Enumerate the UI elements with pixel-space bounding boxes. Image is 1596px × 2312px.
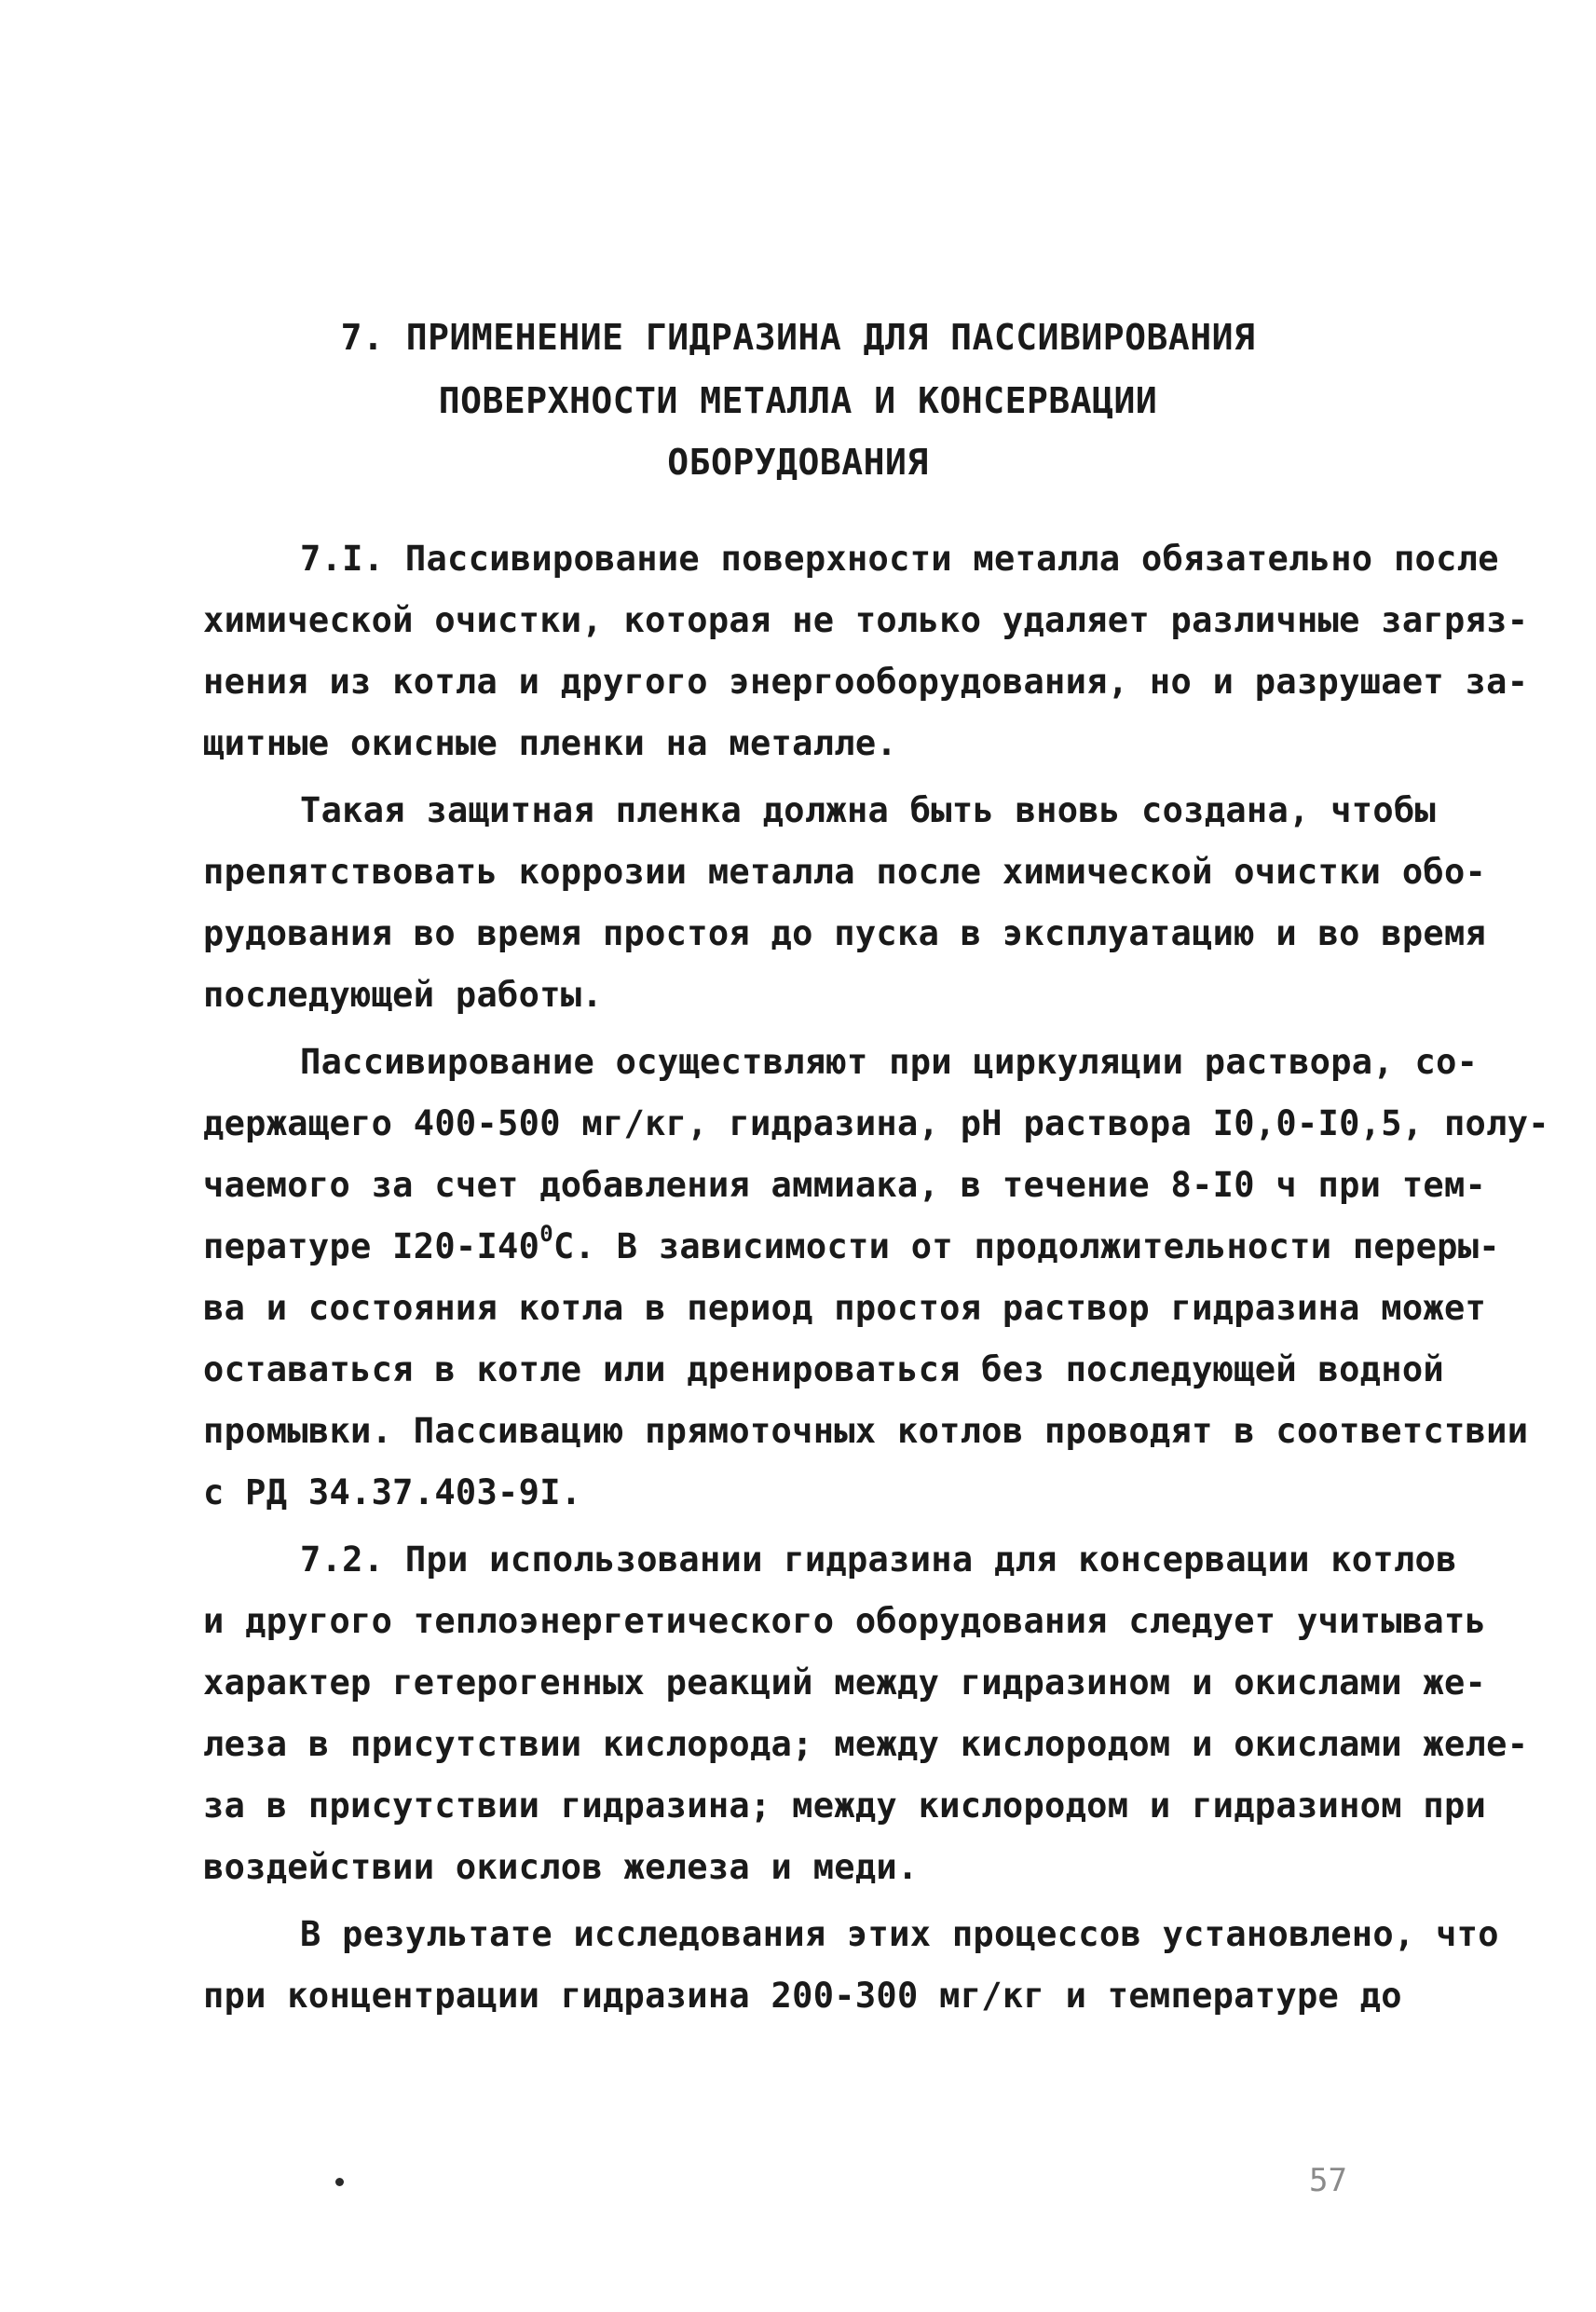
paragraph-3-line-3: чаемого за счет добавления аммиака, в течение 8-I0 ч при тем-: [203, 1165, 1487, 1205]
paragraph-2-line-1: Такая защитная пленка должна быть вновь создана, чтобы: [300, 790, 1437, 830]
paragraph-7-1-line-4: щитные окисные пленки на металле.: [203, 723, 898, 763]
paragraph-2-line-3: рудования во время простоя до пуска в эксплуатацию и во время: [203, 913, 1487, 953]
paragraph-3-line-6: оставаться в котле или дренироваться без последующей водной: [203, 1349, 1444, 1389]
paragraph-2-line-2: препятствовать коррозии металла после химической очистки обо-: [203, 852, 1487, 892]
paragraph-7-2-line-3: характер гетерогенных реакций между гидразином и окислами же-: [203, 1662, 1487, 1703]
paragraph-7-1-line-3: нения из котла и другого энергооборудования, но и разрушает за-: [203, 662, 1529, 702]
paragraph-7-2-line-5: за в присутствии гидразина; между кислородом и гидразином при: [203, 1785, 1487, 1826]
paragraph-3-line-4: [203, 1221, 1500, 1266]
paragraph-7-2-line-1: 7.2. При использовании гидразина для консервации котлов: [300, 1539, 1457, 1580]
paragraph-2-line-4: последующей работы.: [203, 975, 603, 1015]
paragraph-7-1-line-2: химической очистки, которая не только удаляет различные загряз-: [203, 600, 1529, 640]
page-number: 57: [1309, 2162, 1347, 2199]
section-title-line-3: ОБОРУДОВАНИЯ: [667, 442, 929, 483]
temperature-range-text: пературе I20-I40: [203, 1226, 540, 1266]
paragraph-3-line-4-rest: С. В зависимости от продолжительности переры-: [552, 1226, 1500, 1266]
paragraph-7-2-line-4: леза в присутствии кислорода; между кислородом и окислами желе-: [203, 1724, 1529, 1764]
paragraph-7-2-line-6: воздействии окислов железа и меди.: [203, 1847, 919, 1887]
section-title-line-1: 7. ПРИМЕНЕНИЕ ГИДРАЗИНА ДЛЯ ПАССИВИРОВАНИЯ: [340, 317, 1256, 358]
paragraph-7-1-line-1: 7.I. Пассивирование поверхности металла обязательно после: [300, 539, 1499, 579]
stray-dot-mark: [335, 2178, 344, 2186]
paragraph-3-line-1: Пассивирование осуществляют при циркуляции раствора, со-: [300, 1042, 1479, 1082]
paragraph-7-2-line-2: и другого теплоэнергетического оборудования следует учитывать: [203, 1601, 1487, 1641]
paragraph-3-line-2: держащего 400-500 мг/кг, гидразина, рН раствора I0,0-I0,5, полу-: [203, 1103, 1549, 1143]
paragraph-5-line-2: при концентрации гидразина 200-300 мг/кг и температуре до: [203, 1976, 1402, 2016]
paragraph-5-line-1: В результате исследования этих процессов установлено, что: [300, 1914, 1499, 1954]
degree-superscript: 0: [539, 1221, 553, 1247]
paragraph-3-line-7: промывки. Пассивацию прямоточных котлов проводят в соответствии: [203, 1411, 1529, 1451]
paragraph-3-line-5: ва и состояния котла в период простоя раствор гидразина может: [203, 1288, 1487, 1328]
paragraph-3-line-8: с РД 34.37.403-9I.: [203, 1472, 582, 1512]
section-title-line-2: ПОВЕРХНОСТИ МЕТАЛЛА И КОНСЕРВАЦИИ: [438, 380, 1158, 421]
